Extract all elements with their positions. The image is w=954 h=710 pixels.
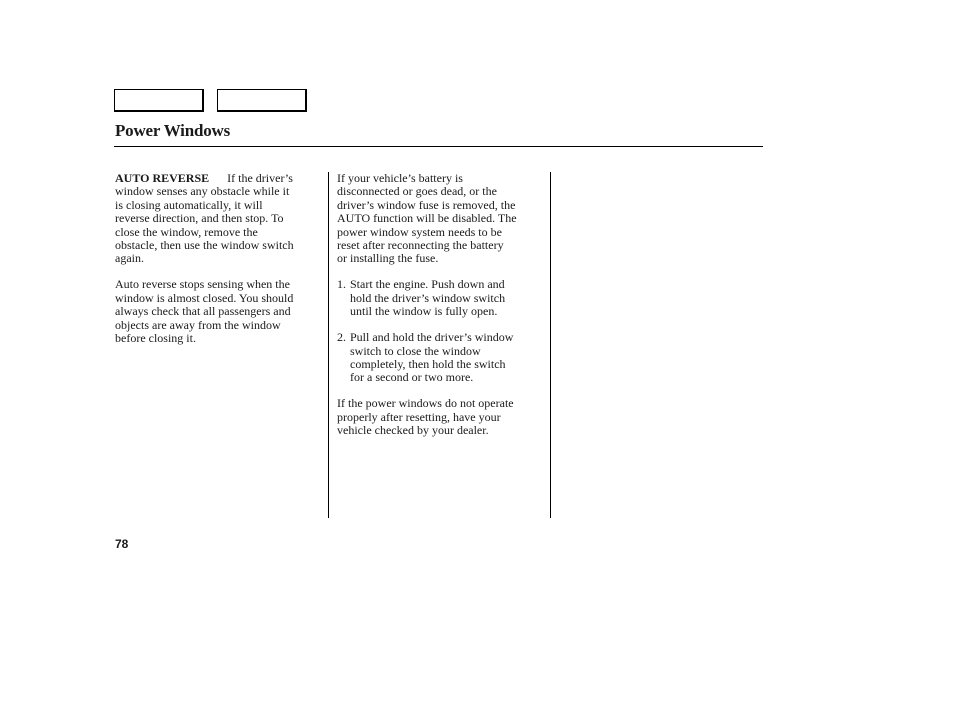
step-number: 1. (337, 277, 346, 292)
column-auto-reverse (115, 172, 321, 358)
step-number: 2. (337, 330, 346, 345)
auto-reverse-text: If the driver’s window senses any obstacle while it is closing automatically, it will reverse direction, and then stop. To close the window, remove the obstacle, then use the window switch again. (115, 171, 294, 266)
page-title: Power Windows (115, 121, 231, 140)
step-text: Pull and hold the driver’s window switch to close the window completely, then hold the switch for a second or two more. (350, 330, 514, 385)
column-reset-procedure (337, 172, 541, 450)
auto-reverse-heading: AUTO REVERSE (115, 171, 210, 185)
column-divider-left (328, 172, 329, 518)
reset-intro: If your vehicle’s battery is disconnected or goes dead, or the driver’s window fuse is removed, the AUTO function will be disabled. The power window system needs to be reset after reconnecting the battery or installing the fuse. (337, 171, 517, 266)
auto-reverse-warning: Auto reverse stops sensing when the window is almost closed. You should always check that all passengers and objects are away from the window before closing it. (115, 277, 294, 346)
auto-reverse-paragraph (115, 172, 321, 266)
step-text: Start the engine. Push down and hold the driver’s window switch until the window is fully open. (350, 277, 506, 319)
reset-step (337, 278, 541, 318)
column-divider-right (550, 172, 551, 518)
page-number: 78 (115, 537, 129, 551)
title-divider (114, 146, 763, 147)
next-page-button[interactable] (217, 89, 307, 112)
reset-step (337, 331, 541, 385)
reset-outro: If the power windows do not operate properly after resetting, have your vehicle checked by your dealer. (337, 396, 514, 438)
previous-page-button[interactable] (114, 89, 204, 112)
